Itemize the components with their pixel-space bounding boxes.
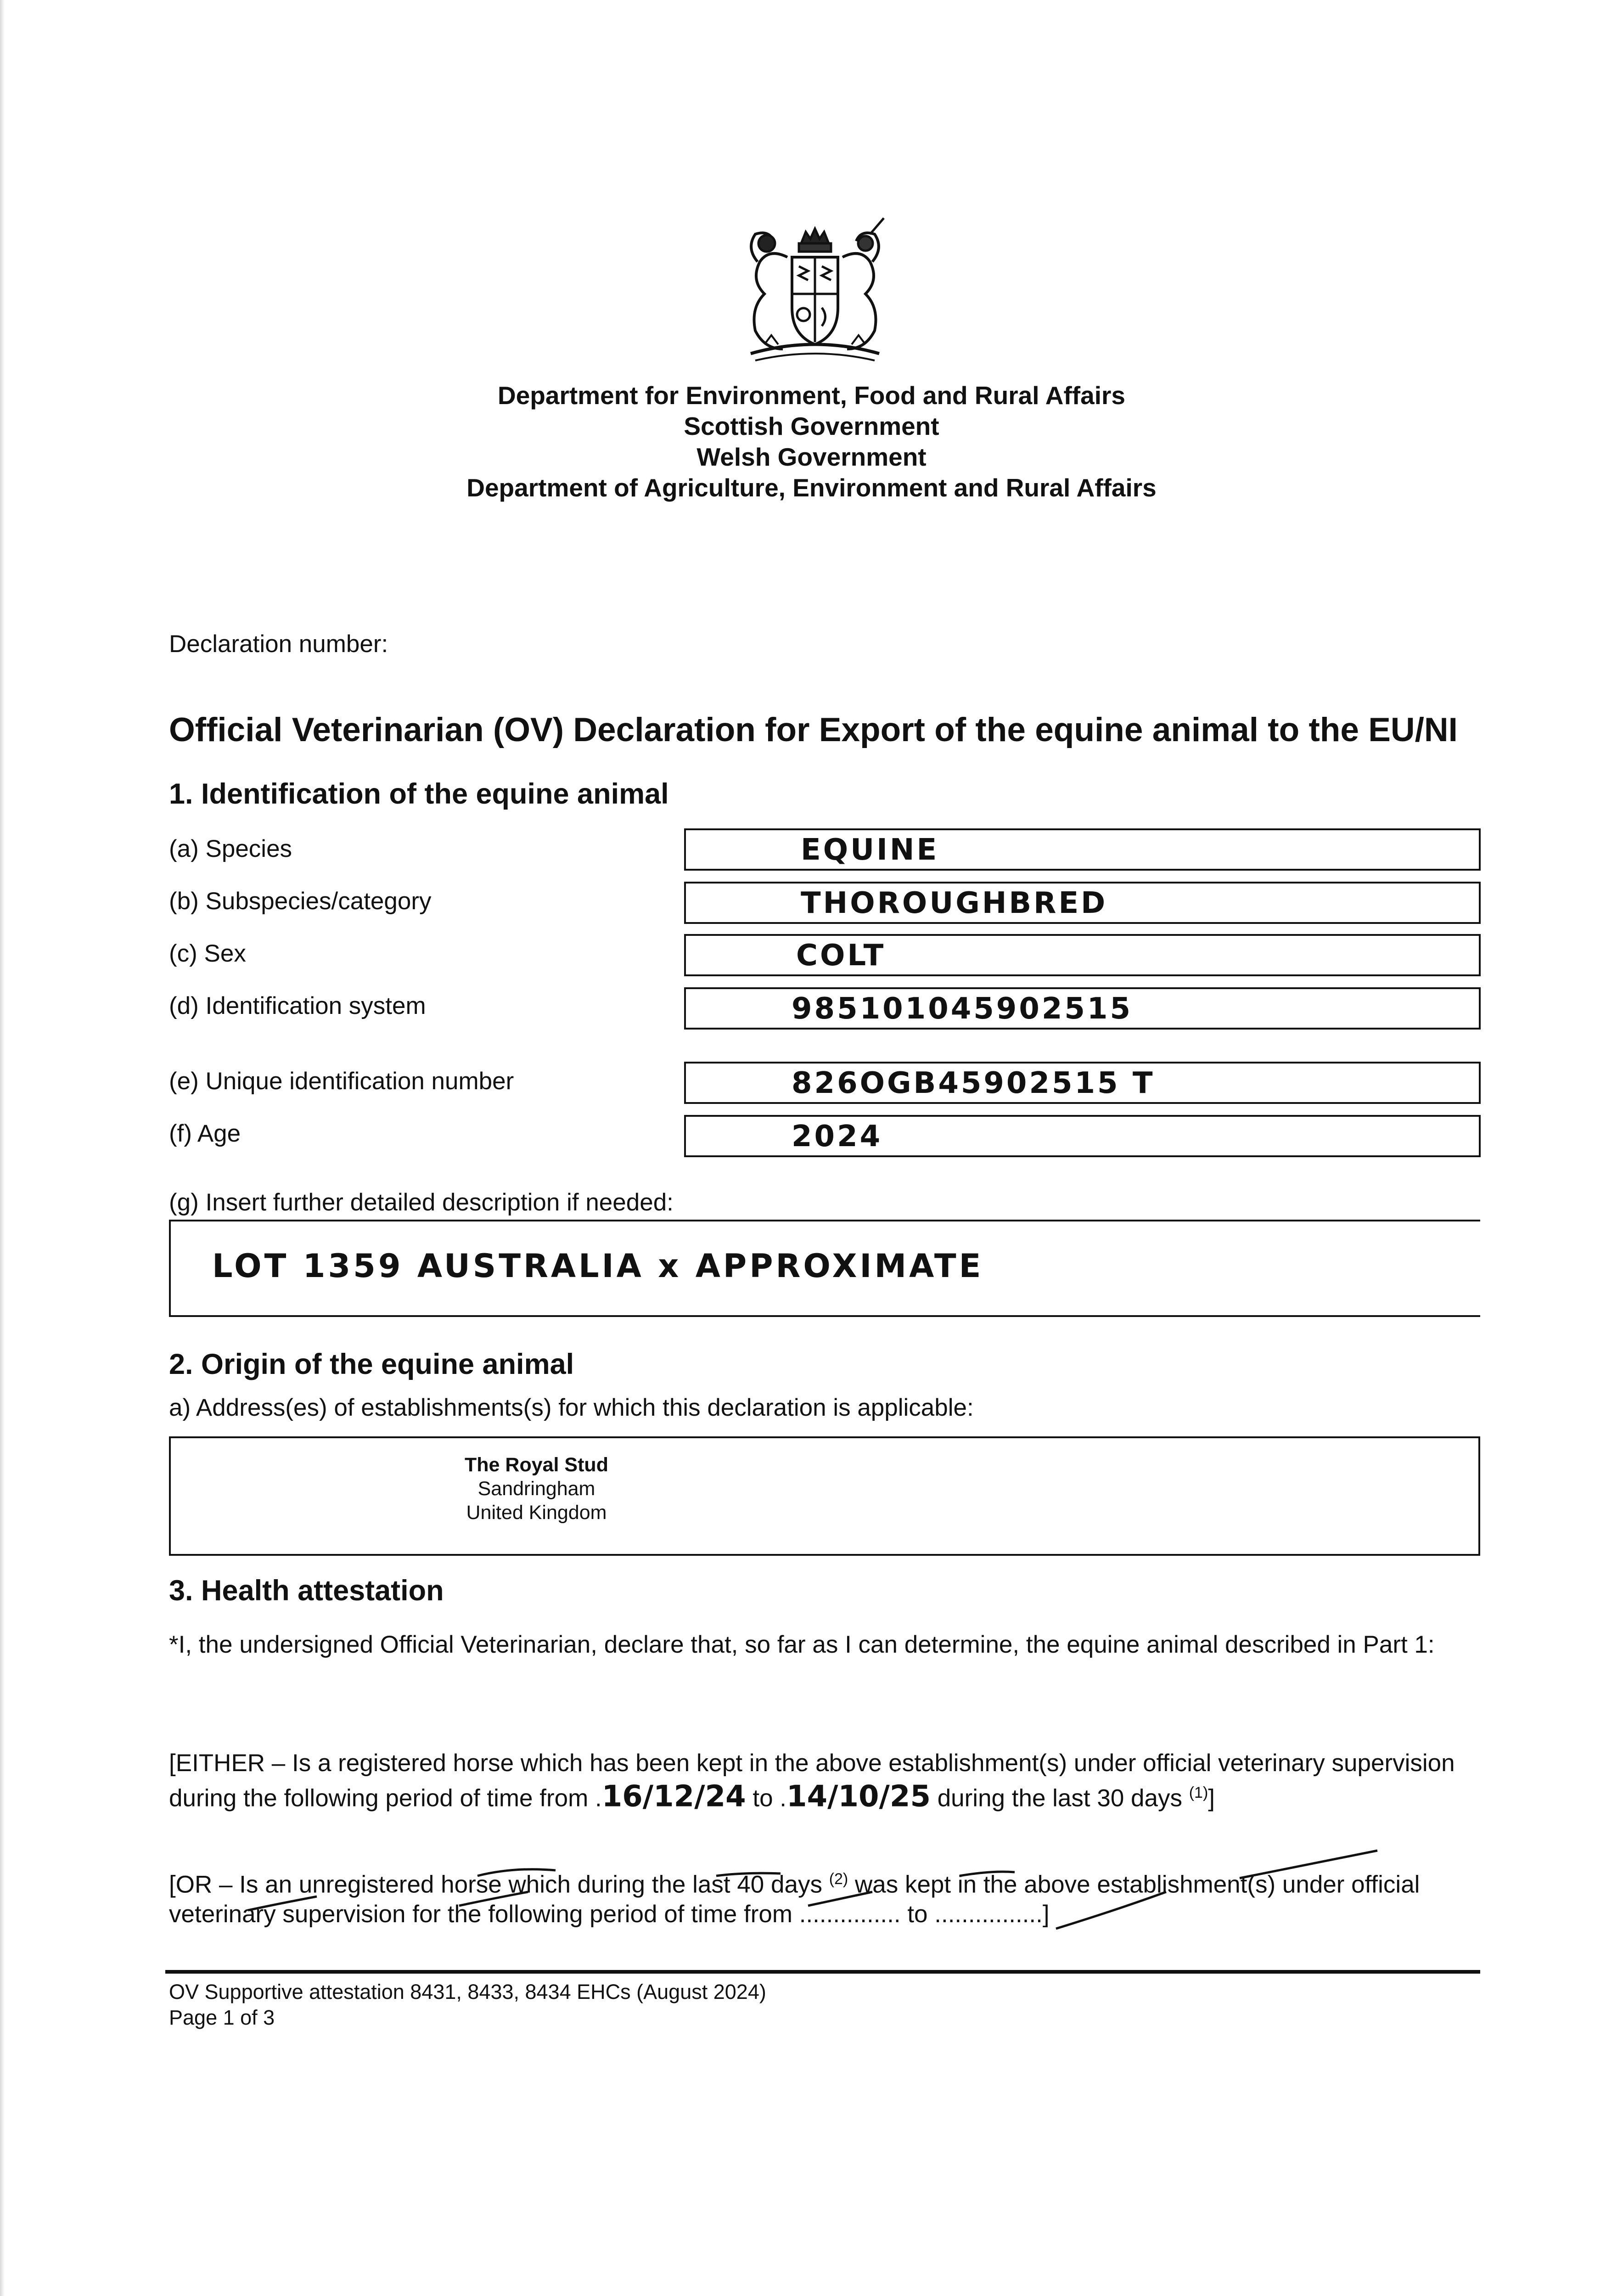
header-line: Department for Environment, Food and Rural Affairs [498, 381, 1125, 410]
description-label: (g) Insert further detailed description if needed: [169, 1189, 674, 1216]
field-box-age[interactable] [684, 1115, 1481, 1157]
field-label-species: (a) Species [169, 835, 292, 862]
declaration-number-label: Declaration number: [169, 630, 388, 658]
header-line: Scottish Government [684, 412, 939, 440]
section-3-heading: 3. Health attestation [169, 1575, 444, 1607]
field-value-age: 2024 [792, 1120, 883, 1154]
scan-edge [0, 0, 5, 2296]
field-value-species: EQUINE [801, 833, 939, 867]
establishment-address-box[interactable] [169, 1436, 1480, 1556]
address-line: The Royal Stud [465, 1454, 608, 1476]
department-header [0, 380, 1623, 503]
either-from-date: 16/12/24 [601, 1779, 746, 1814]
description-box[interactable] [169, 1220, 1480, 1317]
section-2-heading: 2. Origin of the equine animal [169, 1348, 574, 1380]
field-box-identification-system[interactable] [684, 987, 1481, 1030]
field-box-unique-id[interactable] [684, 1062, 1481, 1104]
address-line: United Kingdom [466, 1502, 607, 1524]
or-text: [OR – Is an unregistered horse which during the last 40 days [169, 1871, 829, 1898]
page-number: Page 1 of 3 [169, 2006, 275, 2029]
field-label-identification-system: (d) Identification system [169, 992, 426, 1019]
either-text-end: during the last 30 days [930, 1784, 1189, 1812]
or-clause [169, 1864, 1480, 1929]
royal-coat-of-arms-icon [723, 216, 907, 372]
field-box-subspecies[interactable] [684, 882, 1481, 924]
either-to-word: to . [746, 1784, 787, 1812]
footnote-ref: (2) [829, 1870, 848, 1888]
address-line: Sandringham [477, 1478, 595, 1500]
field-value-unique-id: 826OGB45902515 T [792, 1066, 1155, 1100]
field-box-species[interactable] [684, 828, 1481, 871]
header-line: Department of Agriculture, Environment and Rural Affairs [466, 473, 1157, 502]
either-bracket: ] [1208, 1784, 1215, 1812]
either-text: [EITHER – Is a registered horse which has been kept in the above establishment(s) under official veterinary supervision during the following period of time from . [169, 1750, 1455, 1812]
either-clause [169, 1749, 1480, 1813]
description-value: LOT 1359 AUSTRALIA x APPROXIMATE [212, 1247, 984, 1285]
footer-reference: OV Supportive attestation 8431, 8433, 8434 EHCs (August 2024) [169, 1980, 766, 2003]
section-1-heading: 1. Identification of the equine animal [169, 778, 669, 810]
either-to-date: 14/10/25 [786, 1779, 931, 1814]
field-label-subspecies: (b) Subspecies/category [169, 888, 432, 915]
or-text-end: was kept in the above establishment(s) under official veterinary supervision for the following period of time from ............... to ................] [169, 1871, 1420, 1928]
footer-rule [165, 1970, 1480, 1974]
field-value-subspecies: THOROUGHBRED [801, 886, 1108, 920]
field-value-identification-system: 985101045902515 [792, 992, 1133, 1026]
field-label-sex: (c) Sex [169, 940, 246, 967]
field-value-sex: COLT [796, 939, 886, 973]
field-box-sex[interactable] [684, 934, 1481, 976]
header-line: Welsh Government [696, 443, 927, 471]
field-label-age: (f) Age [169, 1120, 241, 1147]
page-footer [169, 1979, 766, 2031]
establishment-address-stamp [465, 1453, 608, 1525]
field-label-unique-id: (e) Unique identification number [169, 1068, 514, 1095]
page-title: Official Veterinarian (OV) Declaration for Export of the equine animal to the EU/NI [169, 711, 1458, 748]
origin-question: a) Address(es) of establishments(s) for which this declaration is applicable: [169, 1394, 974, 1421]
footnote-ref: (1) [1189, 1784, 1208, 1801]
health-attestation-intro: *I, the undersigned Official Veterinarian, declare that, so far as I can determine, the equine animal described in Part 1: [169, 1631, 1435, 1658]
